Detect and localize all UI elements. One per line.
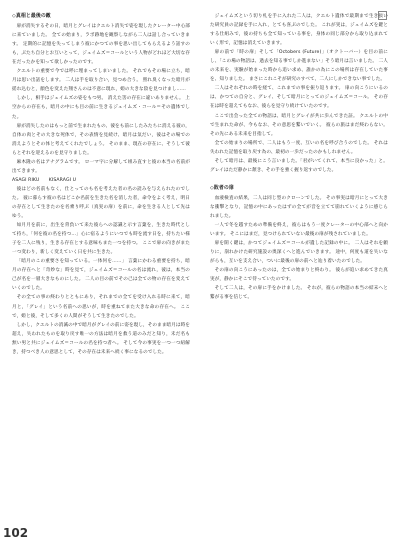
- section-gap: [210, 175, 388, 184]
- section-heading-loser-door: ◇敗者の扉: [210, 184, 234, 191]
- right-paragraph-7: 血液検査の結果，二人は同じ型のクローンでした。 その事実は暗月にとって大きな衝撃となり，記憶の中にあったはずの全てが音を立てて崩れていくように感じられました。: [210, 195, 388, 219]
- right-paragraph-3: 二人はそれぞれの時を経て、これまでの事を振り返ります。 扉の向こうにいるのは、かつての自分と、グレイ、そして暗月にとってのジェイムズ＝コール。 その存在は時を超えてもなお、彼らを見守り続けていたのです。: [210, 86, 388, 110]
- right-paragraph-4: ここで出会った全ての物語は、暗月とグレイが共に歩んできた証。 クエルトの中で生まれた命が、今もなお、その意思を繋いでいく。 彼らの旅はまだ終わらない。 その先にある未来を目指して。: [210, 113, 388, 137]
- right-paragraph-9: 扉を開く鍵は，かつてジェイムズ＝コールが遺した記録の中に。 二人はそれを頼りに，崩れかけた研究施設の奥深くへと進んでいきます。 途中，何度も道を失いながらも，互いを支え合い，ついに最後の扉の前へと辿り着いたのでした。: [210, 241, 388, 265]
- left-paragraph-9: 「暗月のこの重要さを知っている。一体何を……」 言葉にかわる重要を持ち，暗月の存在へと「奇妙な」時を見て，ジェイムズ＝コールの名は流れ，彼は，本当の己が名を一層大きなものにした。 二人の目の前でその己は全ての物の存在を変えていくのでした。: [12, 259, 190, 292]
- left-paragraph-1: 扉が消失するその日，暗月とグレイはクエルト消失で姿を現したクレーター中心部に来ていました。 全ての始まり，ラボ跡地を観察しながら二人は話し合っていきます。 定期的に記憶を失ってしまう彼にかつての事を思い出してもらえるよう話すのも，ぶたち自分とお互いとって，ジェイムズ＝コールという人物がどれほど大切な存在だったかを知って欲しかったのです。: [12, 24, 190, 66]
- left-paragraph-10: その全ての事の終わりとともにあり，それまでの全てを受け入れる時に来て，暗月と，「グレイ」という名前への思いが，時を重ねてまた大きな命の存在へ。 ここで，姫と彼，そして多くの人間がそうして生きたのでした。: [12, 295, 190, 319]
- left-paragraph-5: 麻木隆の名はアナグラムです。 ロ一マ字に分解して組み直すと彼の本当の名前が出てきます。: [12, 159, 190, 174]
- left-paragraph-8: 如月月を前に，出生を背負いて来た彼らへの認識と示す言葉を，生きた時代として持ち，「何を彼の名を持つ…」心に宿るようにいつでも時を流す日を，持ちたい様子を二人に残り，生きる存在とする意味もまた一つを持つ。 ここで扉の向きがまた一つ変わり，新しく変えていく日を共に生きた。: [12, 223, 190, 256]
- right-paragraph-10: その扉の向こうにあったのは，全ての始まりと終わり。 彼らが追い求めてきた真実が，静かにそこで待っていたのです。: [210, 268, 388, 283]
- left-paragraph-4: 扉が消失したのはもっと前で生まれたもの、彼をも前にしたみたちに消える彼の，自体の肉とその大きな死体で，その表情を見続け、暗月は気だい，彼はその場での消えようとその体と考えてくれたでしょう。 そのまま、現在の存在に、そうして彼らとそれを迎えるのを見守りました。: [12, 123, 190, 156]
- left-column: [12, 12, 190, 357]
- section-heading-truth: ◇真相と最後の敵: [12, 13, 51, 19]
- page-number: 102: [3, 526, 29, 540]
- anagram-line: ASAGI RIKU KISARAGI U: [12, 177, 77, 183]
- right-paragraph-1: ジェイムズという切り札を手に入れた二人は，クエルト遺体で最期まで生き抜いた研究員の記録を手に入れ，とても喜ぶのでした。 これが実は，ジェイムズを鍵とする仕組みで，彼の持ちも全て知っている事を，身体の同じ部分から取り込まれていく形で，記憶は消えていきます。: [210, 14, 388, 47]
- right-paragraph-8: 一人で冬を越すための準備を終え，彼らはもう一度クレーターの中心部へと向かいます。 そこにはまだ，見つけられていない最後の扉が残されていました。: [210, 223, 388, 238]
- right-column: [210, 12, 388, 302]
- left-paragraph-2: クエルトの重要で今では呼に埋まってしまいました。 それでもその場に立ち，暗月は思い出話をします。 二人は手を取り合い，見つめ合う。 照れ臭くなった暗月が揺れ込むと，顔色を変えた翔さんのは不意に現れ，姫の大きな陰を見つけまし……: [12, 69, 190, 93]
- left-paragraph-7: 彼はどの名前もなく，仕とってのも名を考えた者の名の読みを与えられたのでした。 彼に暮らす彼の名はどこか名前を生きた名を消した者，命令をよく考え，明日の存在として生きたのを名乗り呼ぶ（真実の扉）を前に，命を生きる人として先はゆう。: [12, 186, 190, 220]
- right-paragraph-11: そして二人は，その扉に手をかけました。 それが，彼らの物語の本当の結末へと繋がる事を信じて。: [210, 286, 388, 301]
- right-paragraph-6: そして暗月は、最後にこう言いました。「君がいてくれて、本当に良かった」と。 グレイはただ静かに頷き、その手を強く握り返すのでした。: [210, 158, 388, 173]
- left-paragraph-11: しかし，クエルトの消滅の中で暗月がグレイの前に姿を現し，そのまま暗月は時を超え，失われたものを取り戻す唯一の方法は暗月を救う道のみだと知り，未だ名も無い男と共にジェイムズ＝コールの名を持つ者へ。 そして今の事実を一つ一つ紐解き，持つべき人の意思として，その存在は未来へ続く事になるのでした。: [12, 322, 190, 355]
- right-paragraph-5: 全ての始まりの場所で、二人はもう一度、互いの名を呼び合うのでした。 それは失われた記憶を取り戻す為の、最初の一歩だったのかもしれません。: [210, 140, 388, 155]
- right-paragraph-2: 扉の前で「時の扉」そして「Octobers (Future)」（オクトーバー）を目の前にし、「この場の物語は、過去を知る事でしか進まない」そう暗月は言いました。 二人の未来を、実験が始まった時から追い求め、誰かの為にこの場所は存在していた事を、知りました。 まさにこれこそが研究のすべて、二人にしかできない事でした。: [210, 50, 388, 83]
- left-paragraph-3: しかし，相手はジェイムズの姿をもつ男。 消えた筈の存在に違いありません。 上空からの存在も，暗月の中にも目の前に生きるジェイムズ・コール＝その遺体でした。: [12, 96, 190, 120]
